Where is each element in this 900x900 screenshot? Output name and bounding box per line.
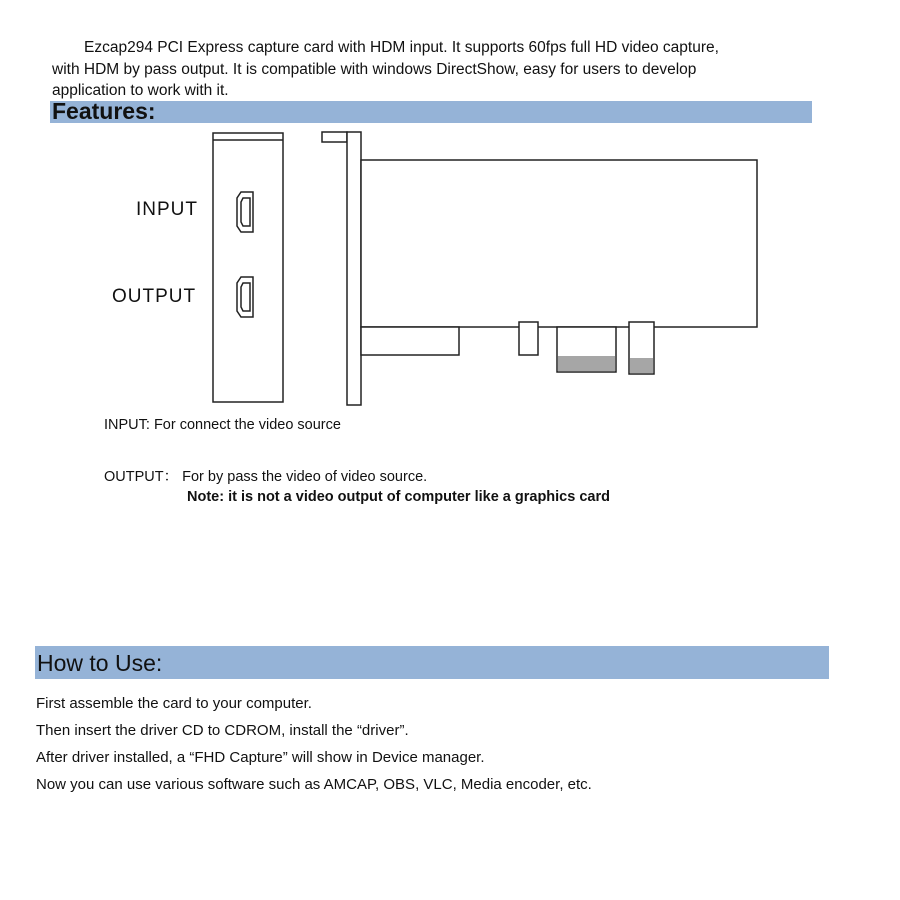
pcie-connector bbox=[361, 327, 459, 355]
output-description: OUTPUT： For by pass the video of video source. bbox=[104, 469, 428, 485]
how-to-use-heading: How to Use: bbox=[37, 650, 163, 676]
connector-b-gray bbox=[630, 358, 653, 373]
intro-line-3: application to work with it. bbox=[52, 82, 229, 99]
bracket-faceplate bbox=[213, 133, 283, 402]
step-1: First assemble the card to your computer. bbox=[36, 695, 312, 712]
diagram-input-label: INPUT bbox=[136, 199, 198, 220]
intro-line-2: with HDM by pass output. It is compatible with windows DirectShow, easy for users to develop bbox=[52, 61, 697, 78]
bracket-side bbox=[347, 132, 361, 405]
bracket-tab bbox=[322, 132, 347, 142]
jumper-component bbox=[519, 322, 538, 355]
intro-line-1: Ezcap294 PCI Express capture card with HDM input. It supports 60fps full HD video capture, bbox=[84, 39, 719, 56]
input-description: INPUT: For connect the video source bbox=[104, 417, 341, 433]
features-heading: Features: bbox=[52, 98, 156, 124]
step-2: Then insert the driver CD to CDROM, install the “driver”. bbox=[36, 722, 409, 739]
connector-a-gray bbox=[558, 356, 615, 371]
step-3: After driver installed, a “FHD Capture” will show in Device manager. bbox=[36, 749, 485, 766]
output-note: Note: it is not a video output of computer like a graphics card bbox=[187, 489, 610, 505]
pcb-board bbox=[361, 160, 757, 327]
diagram-output-label: OUTPUT bbox=[112, 286, 197, 307]
step-4: Now you can use various software such as AMCAP, OBS, VLC, Media encoder, etc. bbox=[36, 776, 592, 793]
